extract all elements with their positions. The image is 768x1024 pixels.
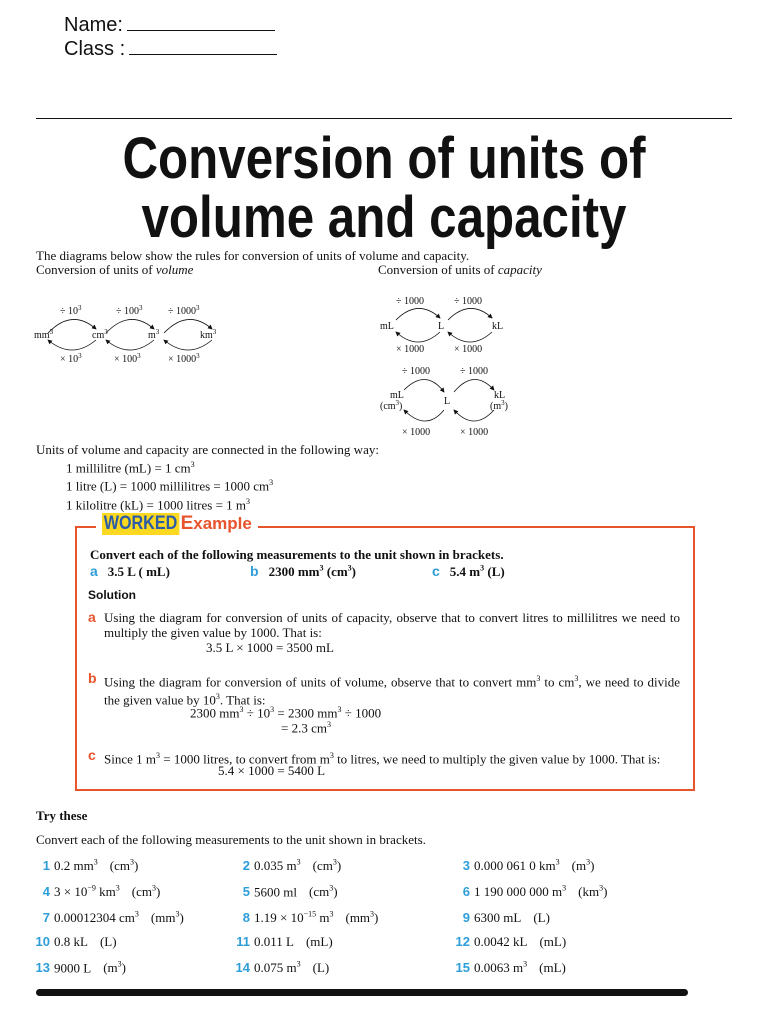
title-line-1: Conversion of units of	[122, 126, 646, 191]
answer-a-text: Using the diagram for conversion of units of capacity, observe that to convert litres to millilitres we need to multiply the given value by 1000. That is:	[104, 610, 680, 640]
try-item-12	[450, 934, 566, 950]
try-item-8	[230, 910, 378, 926]
cap-unit-l: L	[438, 321, 445, 332]
try-item-unit: $(cm^3)$	[109, 858, 139, 874]
volume-heading-em: volume	[155, 262, 194, 277]
try-item-13	[30, 960, 126, 976]
footer-bar	[36, 989, 688, 996]
capacity-volume-diagram	[374, 360, 524, 440]
try-item-unit: $(m^3)$	[571, 858, 595, 874]
answer-c-text2: = 1000 litres, to convert from m	[160, 751, 330, 767]
worked-prompt: Convert each of the following measurements to the unit shown in brackets.	[90, 547, 504, 562]
answer-b-text2: to cm	[540, 674, 575, 690]
part-c-text: 5.4 m	[449, 564, 481, 579]
try-item-unit: $(m^3)$	[103, 960, 126, 976]
try-item-unit: $(mm^3)$	[150, 910, 184, 926]
try-item-value: $1.19 \times 10^{-15}$ $m^3$	[254, 910, 334, 926]
intro-text: The diagrams below show the rules for conversion of units of volume and capacity.	[36, 248, 470, 263]
cv-arrow-mul-1	[404, 410, 444, 421]
try-item-number: 9	[462, 910, 470, 925]
try-item-unit: (L)	[533, 910, 550, 925]
try-item-value: 0.011 L	[254, 934, 294, 949]
try-item-5	[230, 884, 338, 900]
try-item-value: 0.075 $m^3$	[254, 960, 301, 976]
try-item-value: 6300 mL	[474, 910, 522, 925]
vol-div-label-2: ÷ $100^3$	[116, 304, 143, 317]
calc1b-sup: 3	[270, 705, 275, 714]
solution-heading: Solution	[88, 588, 136, 602]
part-c-sup: 3	[480, 563, 485, 573]
vol-mul-label-2: × $100^3$	[114, 352, 141, 365]
answer-c-sup1: 3	[156, 751, 160, 760]
try-item-unit: $(km^3)$	[578, 884, 608, 900]
cv-arrow-div-1	[404, 379, 444, 392]
try-item-14	[230, 960, 329, 976]
try-item-11	[230, 934, 333, 950]
try-item-4	[30, 884, 160, 900]
vol-mul-label-1: × $10^3$	[60, 352, 82, 365]
class-label: Class :	[64, 38, 126, 60]
try-item-unit: (mL)	[305, 934, 333, 949]
part-a-label: a	[90, 563, 98, 579]
try-item-unit: (mL)	[539, 934, 567, 949]
try-item-number: 13	[35, 960, 50, 976]
header-rule	[36, 118, 732, 119]
try-item-number: 12	[455, 934, 470, 949]
capacity-heading-em: capacity	[497, 262, 542, 277]
capacity-conversion-diagram	[374, 290, 514, 360]
class-blank	[129, 38, 277, 55]
try-item-15	[450, 960, 566, 976]
try-item-number: 15	[455, 960, 470, 976]
try-item-unit: $(cm^3)$	[131, 884, 161, 900]
connection-line-2	[66, 475, 273, 493]
part-b-sup: 3	[319, 563, 324, 573]
worked-part-b: b 2300 $mm^3$ $(cm^3)$	[250, 563, 357, 579]
capacity-heading	[378, 262, 542, 278]
calc1-sup: 3	[239, 705, 244, 714]
try-these-heading: Try these	[36, 808, 88, 823]
part-a-text: 3.5 L ( mL)	[107, 564, 170, 579]
answer-b-text3: , we need to divide the given value by 10	[104, 674, 681, 708]
part-b-label: b	[250, 563, 259, 579]
cv-unit-l: L	[444, 396, 451, 407]
try-item-value: 0.2 $mm^3$	[54, 858, 98, 874]
try-item-value: 0.0063 $m^3$	[474, 960, 528, 976]
try-item-10	[30, 934, 117, 950]
cap-arrow-mul-1	[396, 332, 440, 342]
part-c-label: c	[432, 563, 440, 579]
vol-arrow-mul-2	[106, 340, 154, 350]
cv-unit-kl: kL	[494, 390, 506, 401]
class-field-row	[64, 38, 277, 61]
cap-mul-label-1: × 1000	[396, 344, 425, 355]
try-item-value: 0.00012304 $cm^3$	[54, 910, 139, 926]
cv-arrow-mul-2	[454, 410, 494, 421]
calc1d: ÷ 1000	[341, 705, 382, 721]
cv-mul-label-2: × 1000	[460, 427, 489, 438]
try-item-number: 4	[42, 884, 50, 900]
answer-c-text1: Since 1 m	[104, 751, 156, 767]
connections-intro: Units of volume and capacity are connected in the following way:	[36, 442, 379, 457]
answer-b-text4: . That is:	[219, 692, 266, 708]
answer-b-calc-2	[281, 717, 331, 735]
try-item-unit: $(cm^3)$	[308, 884, 338, 900]
answer-b-sup3: 3	[215, 692, 220, 702]
try-item-number: 2	[242, 858, 250, 874]
cv-unit-ml: mL	[390, 390, 404, 401]
answer-b-sup1: 3	[536, 674, 541, 683]
try-item-number: 14	[235, 960, 250, 976]
answer-b-text1: Using the diagram for conversion of units of volume, observe that to convert mm	[104, 674, 537, 690]
badge-worked: WORKED	[103, 513, 178, 534]
connection-sup-1: 3	[190, 460, 195, 469]
title-line-2: volume and capacity	[141, 185, 627, 250]
vol-unit-mm: $mm^3$	[34, 328, 54, 341]
part-b-sup2: 3	[347, 563, 352, 573]
vol-arrow-div-1	[48, 319, 96, 333]
try-item-unit: (L)	[99, 934, 117, 949]
cv-mul-label-1: × 1000	[402, 427, 431, 438]
try-item-7	[30, 910, 184, 926]
cap-arrow-mul-2	[448, 332, 492, 342]
try-item-value: 0.8 kL	[54, 934, 88, 949]
try-item-unit: $(mm^3)$	[345, 910, 379, 926]
cap-div-label-2: ÷ 1000	[454, 296, 482, 307]
vol-div-label-1: ÷ $10^3$	[60, 304, 82, 317]
connection-line-3	[66, 494, 273, 512]
answer-c-calc: 5.4 × 1000 = 5400 L	[218, 763, 326, 778]
volume-heading	[36, 262, 193, 278]
try-item-value: $3 \times 10^{-9}$ $km^3$	[54, 884, 120, 900]
vol-unit-m: $m^3$	[148, 328, 160, 341]
calc1b: ÷ 10	[243, 705, 271, 721]
calc2: = 2.3 cm	[281, 720, 327, 736]
try-item-number: 5	[242, 884, 250, 900]
try-item-number: 8	[242, 910, 250, 926]
try-item-number: 11	[236, 934, 250, 949]
try-item-unit: (L)	[312, 960, 330, 976]
cap-arrow-div-1	[396, 308, 440, 320]
vol-arrow-div-2	[106, 319, 154, 333]
connection-sup-2: 3	[269, 478, 274, 488]
try-item-value: 0.000 061 0 $km^3$	[474, 858, 560, 874]
try-item-9	[450, 910, 550, 926]
badge-xample: xample	[193, 514, 252, 533]
connection-text-2: 1 litre (L) = 1000 millilitres = 1000 cm	[66, 478, 270, 494]
cap-div-label-1: ÷ 1000	[396, 296, 424, 307]
connection-line-1	[66, 457, 273, 475]
vol-unit-km: $km^3$	[200, 328, 217, 341]
cv-arrow-div-2	[454, 379, 494, 392]
try-item-1	[30, 858, 138, 874]
calc2-sup: 3	[326, 720, 331, 729]
vol-div-label-3: ÷ $1000^3$	[168, 304, 200, 317]
try-item-value: 5600 ml	[254, 884, 297, 900]
try-item-number: 6	[462, 884, 470, 900]
cap-unit-kl: kL	[492, 321, 504, 332]
try-item-number: 10	[35, 934, 50, 949]
answer-b-label: b	[88, 670, 97, 686]
cv-div-label-2: ÷ 1000	[460, 366, 488, 377]
try-item-value: 0.0042 kL	[474, 934, 528, 949]
try-item-3	[450, 858, 594, 874]
connection-text-1: 1 millilitre (mL) = 1 cm	[66, 460, 191, 476]
worked-example-badge	[96, 513, 258, 535]
name-field-row	[64, 14, 275, 37]
try-item-value: 9000 L	[54, 960, 92, 976]
badge-example	[181, 514, 252, 533]
worked-part-c	[432, 563, 505, 580]
answer-c-sup2: 3	[329, 751, 334, 760]
vol-arrow-mul-3	[164, 340, 212, 350]
vol-mul-label-3: × $1000^3$	[168, 352, 200, 365]
calc1c: = 2300 mm	[274, 705, 338, 721]
try-item-value: 1 190 000 000 $m^3$	[474, 884, 567, 900]
badge-e: E	[180, 513, 194, 534]
cv-sub-m3: $(m^3)$	[490, 399, 508, 412]
cap-mul-label-2: × 1000	[454, 344, 483, 355]
cv-sub-cm3: $(cm^3)$	[380, 399, 403, 412]
part-c-suffix: (L)	[484, 564, 505, 579]
try-item-number: 7	[42, 910, 50, 926]
try-item-6	[450, 884, 607, 900]
calc1c-sup: 3	[337, 705, 342, 714]
answer-a-calc: 3.5 L × 1000 = 3500 mL	[206, 640, 334, 655]
try-these-prompt: Convert each of the following measurements to the unit shown in brackets.	[36, 832, 426, 847]
answer-c-label: c	[88, 747, 96, 763]
vol-unit-cm: $cm^3$	[92, 328, 108, 341]
try-item-unit: (mL)	[539, 960, 566, 976]
connection-sup-3: 3	[246, 496, 251, 506]
answer-a-label: a	[88, 609, 96, 625]
try-item-2	[230, 858, 341, 874]
part-b-text: 2300 mm	[268, 564, 320, 579]
part-b-suffix: (cm	[323, 564, 348, 579]
answer-b-sup2: 3	[574, 674, 579, 683]
name-label: Name:	[64, 14, 123, 36]
cap-unit-ml: mL	[380, 321, 394, 332]
vol-arrow-mul-1	[48, 340, 96, 350]
cap-arrow-div-2	[448, 308, 492, 320]
volume-heading-text: Conversion of units of	[36, 262, 156, 277]
answer-a	[88, 609, 680, 640]
calc1: 2300 mm	[190, 705, 240, 721]
worked-part-a	[90, 563, 170, 580]
name-blank	[127, 14, 275, 31]
cv-div-label-1: ÷ 1000	[402, 366, 430, 377]
volume-conversion-diagram	[30, 300, 230, 370]
capacity-heading-text: Conversion of units of	[378, 262, 498, 277]
try-item-unit: $(cm^3)$	[312, 858, 342, 874]
try-item-value: 0.035 $m^3$	[254, 858, 301, 874]
answer-c	[88, 747, 680, 767]
try-item-number: 1	[42, 858, 50, 874]
connections-list	[66, 457, 273, 512]
try-item-number: 3	[462, 858, 470, 874]
connection-text-3: 1 kilolitre (kL) = 1000 litres = 1 m	[66, 496, 247, 512]
answer-c-text3: to litres, we need to multiply the given value by 1000. That is:	[333, 751, 661, 767]
